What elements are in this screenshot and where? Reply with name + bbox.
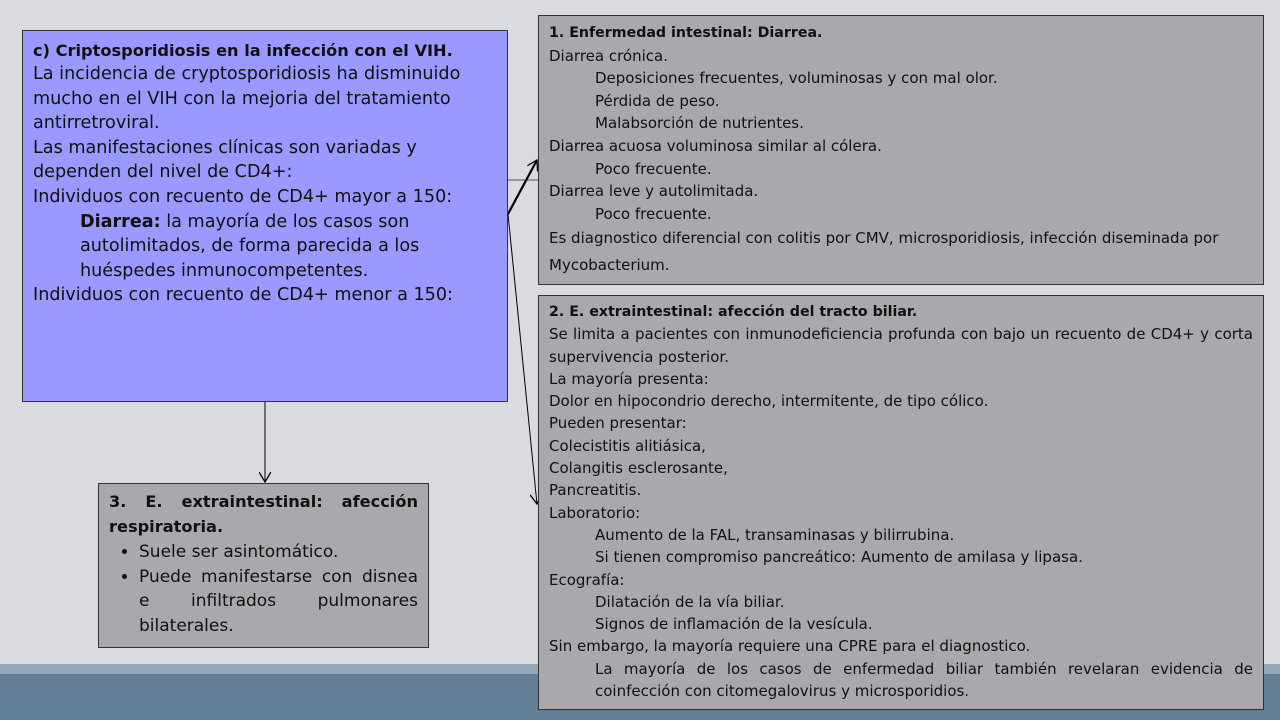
box2-line: La mayoría de los casos de enfermedad biliar también revelaran evidencia de coinfección con citomegalovirus y microsporidios.	[595, 659, 1253, 701]
main-box-diarrea	[33, 210, 497, 284]
box1-line: Deposiciones frecuentes, voluminosas y con mal olor.	[595, 69, 998, 88]
box1-line: Poco frecuente.	[595, 204, 712, 223]
box1-title: 1. Enfermedad intestinal: Diarrea.	[549, 25, 823, 41]
main-box-criptosporidiosis	[22, 30, 508, 402]
box2-line: Dilatación de la vía biliar.	[595, 592, 785, 611]
box2-line: Aumento de la FAL, transaminasas y bilirrubina.	[595, 525, 955, 544]
box2-line: Sin embargo, la mayoría requiere una CPRE para el diagnostico.	[549, 637, 1031, 656]
box2-title: 2. E. extraintestinal: afección del tracto biliar.	[549, 304, 918, 320]
box2-line: Si tienen compromiso pancreático: Aumento de amilasa y lipasa.	[595, 548, 1083, 567]
main-box-para-manifestations: Las manifestaciones clínicas son variadas y dependen del nivel de CD4+:	[33, 137, 417, 183]
box1-line: Pérdida de peso.	[595, 91, 720, 110]
box2-line: La mayoría presenta:	[549, 369, 709, 388]
box2-line: Ecografía:	[549, 570, 625, 589]
box3-bullet-list	[109, 540, 418, 638]
arrow-to-box1	[508, 160, 537, 214]
box1-line: Malabsorción de nutrientes.	[595, 114, 804, 133]
box3-title: 3. E. extraintestinal: afección respiratoria.	[109, 492, 418, 536]
main-box-para-incidence: La incidencia de cryptosporidiosis ha disminuido mucho en el VIH con la mejoria del tratamiento antirretroviral.	[33, 64, 461, 134]
box-intestinal-disease	[538, 15, 1264, 285]
box2-line: Pancreatitis.	[549, 481, 642, 500]
box2-line: Laboratorio:	[549, 503, 641, 522]
box3-bullet: • Suele ser asintomático.	[139, 540, 418, 565]
diarrea-text: la mayoría de los casos son autolimitados, de forma parecida a los huéspedes inmunocompetentes.	[80, 211, 420, 281]
main-box-title: c) Criptosporidiosis en la infección con el VIH.	[33, 41, 453, 60]
arrow-to-box2	[508, 214, 537, 504]
box1-line: Poco frecuente.	[595, 159, 712, 178]
box2-line: Pueden presentar:	[549, 414, 687, 433]
box2-line: Dolor en hipocondrio derecho, intermitente, de tipo cólico.	[549, 392, 989, 411]
diarrea-label: Diarrea:	[80, 211, 161, 232]
main-box-para-cd4-high: Individuos con recuento de CD4+ mayor a 150:	[33, 186, 453, 207]
box2-line: Se limita a pacientes con inmunodeficiencia profunda con bajo un recuento de CD4+ y corta supervivencia posterior.	[549, 325, 1253, 366]
box2-line: Signos de inflamación de la vesícula.	[595, 615, 873, 634]
box1-line: Diarrea leve y autolimitada.	[549, 182, 759, 201]
box1-line: Diarrea acuosa voluminosa similar al cólera.	[549, 136, 882, 155]
box-respiratory	[98, 483, 429, 648]
box3-bullet: • Puede manifestarse con disnea e infiltrados pulmonares bilaterales.	[139, 565, 418, 639]
main-box-para-cd4-low: Individuos con recuento de CD4+ menor a 150:	[33, 285, 453, 306]
box1-line: Diarrea crónica.	[549, 46, 668, 65]
box2-line: Colangitis esclerosante,	[549, 459, 728, 478]
box2-line: Colecistitis alitiásica,	[549, 436, 706, 455]
box-biliary-tract	[538, 295, 1264, 710]
box1-line: Es diagnostico diferencial con colitis por CMV, microsporidiosis, infección diseminada por Mycobacterium.	[549, 229, 1219, 275]
